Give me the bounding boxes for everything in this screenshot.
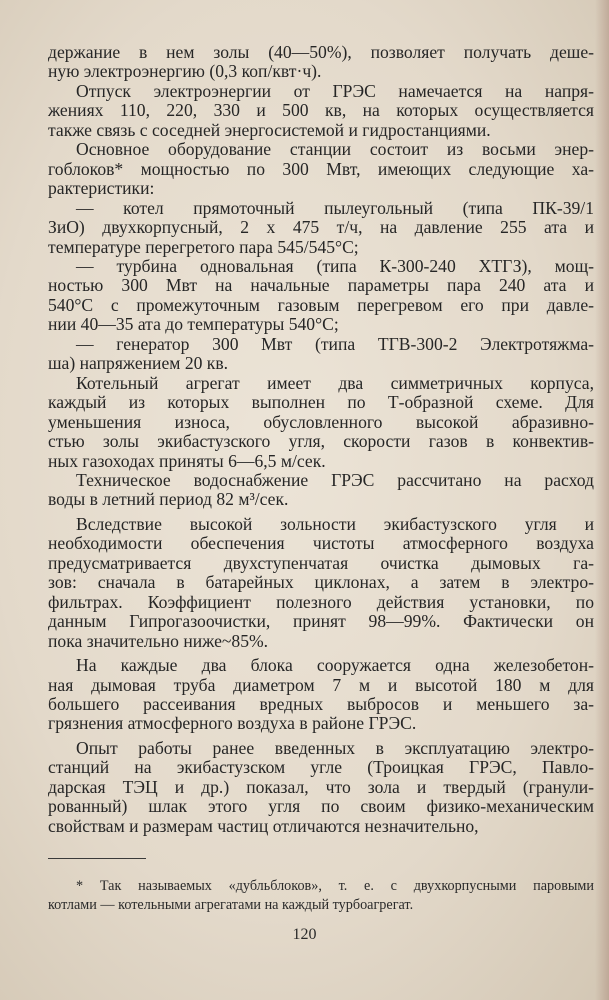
text-line: ная дымовая труба диаметром 7 м и высотой 180 м для xyxy=(48,674,594,695)
page-number: 120 xyxy=(292,926,317,943)
text-line: ша) напряжением 20 кв. xyxy=(48,353,229,374)
paragraph xyxy=(48,471,594,510)
text-line: предусматривается двухступенчатая очистка дымовых га- xyxy=(48,552,594,573)
paragraph xyxy=(48,335,594,374)
text-line: ЗиО) двухкорпусный, 2 х 475 т/ч, на давление 255 ата и xyxy=(48,217,594,238)
paragraph xyxy=(48,739,594,836)
text-line: 540°С с промежуточным газовым перегревом его при давле- xyxy=(48,294,594,315)
text-line: рактеристики: xyxy=(48,178,155,199)
paragraph xyxy=(48,656,594,734)
text-line: пока значительно ниже~85%. xyxy=(48,630,269,651)
page-edge-shadow xyxy=(595,0,609,1000)
text-line: стью золы экибастузского угля, скорости газов в конвектив- xyxy=(48,431,594,452)
text-line: свойствам и размерам частиц отличаются незначительно, xyxy=(48,815,479,836)
text-line: — турбина одновальная (типа К-300-240 ХТГЗ), мощ- xyxy=(76,255,594,276)
footnote-line: * Так называемых «дубльблоков», т. е. с двухкорпусными паровыми xyxy=(76,878,594,894)
text-line: гоблоков* мощностью по 300 Мвт, имеющих следующие ха- xyxy=(48,158,594,179)
text-line: также связь с соседней энергосистемой и гидростанциями. xyxy=(48,119,491,140)
footnote-line: котлами — котельными агрегатами на каждый турбоагрегат. xyxy=(48,897,414,913)
text-line: На каждые два блока сооружается одна железобетон- xyxy=(76,655,595,676)
text-line: дарская ТЭЦ и др.) показал, что зола и твердый (гранули- xyxy=(48,776,594,797)
text-line: зов: сначала в батарейных циклонах, а затем в электро- xyxy=(48,572,594,593)
footnote-separator xyxy=(48,858,146,859)
text-line: большего рассеивания вредных выбросов и меньшего за- xyxy=(48,693,594,714)
text-line: — котел прямоточный пылеугольный (типа ПК-39/1 xyxy=(76,197,594,218)
text-line: нии 40—35 ата до температуры 540°С; xyxy=(48,314,339,335)
paragraph xyxy=(48,140,594,198)
text-line: необходимости обеспечения чистоты атмосферного воздуха xyxy=(48,533,594,554)
text-line: Основное оборудование станции состоит из восьми энер- xyxy=(76,139,594,160)
text-line: рованный) шлак этого угля по своим физико-механическим xyxy=(48,796,594,817)
text-line: держание в нем золы (40—50%), позволяет получать деше- xyxy=(48,42,594,62)
text-line: Вследствие высокой зольности экибастузского угля и xyxy=(76,513,595,534)
paragraph xyxy=(48,515,594,651)
text-line: жениях 110, 220, 330 и 500 кв, на которых осуществляется xyxy=(48,100,594,121)
text-line: ную электроэнергию (0,3 коп/квт·ч). xyxy=(48,61,322,82)
text-line: — генератор 300 Мвт (типа ТГВ-300-2 Электротяжма- xyxy=(76,333,594,354)
text-line: ностью 300 Мвт на начальные параметры пара 240 ата и xyxy=(48,275,594,296)
text-line: Отпуск электроэнергии от ГРЭС намечается на напря- xyxy=(76,80,594,101)
text-line: ных газоходах приняты 6—6,5 м/сек. xyxy=(48,450,326,471)
paragraph xyxy=(48,82,594,140)
body-text xyxy=(48,43,594,836)
footnote xyxy=(48,877,594,915)
text-line: станций на экибастузском угле (Троицкая ГРЭС, Павло- xyxy=(48,757,595,778)
text-line: каждый из которых выполнен по Т-образной схеме. Для xyxy=(48,392,594,413)
text-line: грязнения атмосферного воздуха в районе ГРЭС. xyxy=(48,713,417,734)
text-line: воды в летний период 82 м³/сек. xyxy=(48,489,289,510)
paragraph xyxy=(48,257,594,335)
text-line: уменьшения износа, обусловленного высокой абразивно- xyxy=(48,411,594,432)
text-line: Опыт работы ранее введенных в эксплуатацию электро- xyxy=(76,737,594,758)
text-line: Котельный агрегат имеет два симметричных корпуса, xyxy=(76,372,594,393)
text-line: данным Гипрогазоочистки, принят 98—99%. Фактически он xyxy=(48,611,594,632)
text-line: Техническое водоснабжение ГРЭС рассчитано на расход xyxy=(76,469,594,490)
paragraph xyxy=(48,199,594,257)
text-line: температуре перегретого пара 545/545°С; xyxy=(48,236,359,257)
text-line: фильтрах. Коэффициент полезного действия установки, по xyxy=(48,591,594,612)
paragraph xyxy=(48,374,594,471)
paragraph xyxy=(48,43,594,82)
